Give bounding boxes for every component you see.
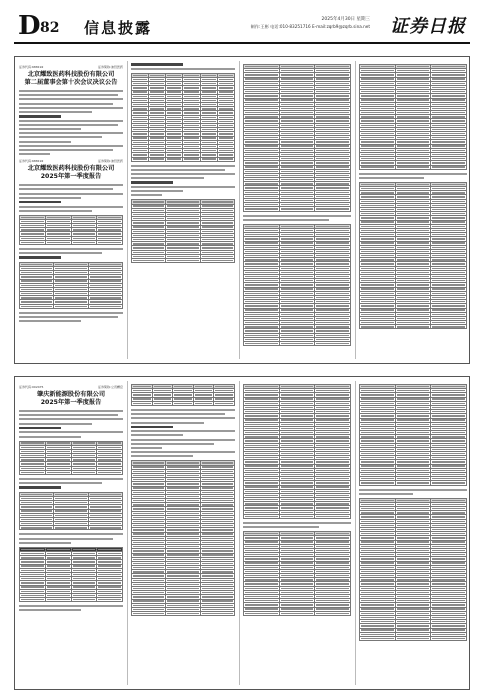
financial-table: [359, 182, 467, 330]
financial-table: [359, 498, 467, 641]
top-column-1: [19, 61, 123, 359]
top-column-3: [243, 61, 351, 359]
financial-table: [131, 384, 235, 406]
notice-code-right: 证券简称:迪哲医药: [97, 65, 123, 69]
financial-table: [19, 492, 123, 531]
notice-header: [19, 385, 123, 407]
notice-body: [19, 184, 123, 212]
masthead: [14, 12, 470, 40]
bottom-announcement-panel: [14, 376, 470, 690]
financial-table: [19, 441, 123, 476]
financial-table: [359, 384, 467, 486]
page-number: 82: [40, 20, 60, 36]
financial-table: [19, 262, 123, 309]
notice-header: [19, 159, 123, 181]
financial-table: [131, 199, 235, 263]
income-statement-table: [243, 224, 351, 346]
bottom-column-3: [243, 381, 351, 685]
balance-sheet-table: [243, 64, 351, 212]
paper-logo: 证券日报: [390, 16, 466, 37]
balance-sheet-table: [131, 460, 235, 616]
notice-title: 2025年第一季度报告: [40, 399, 102, 406]
notice-title: 2025年第一季度报告: [40, 173, 102, 181]
top-column-4: [359, 61, 467, 359]
cash-flow-table: [359, 64, 467, 170]
page-letter: D: [18, 11, 41, 41]
financial-table: [19, 215, 123, 245]
top-announcement-panel: [14, 56, 470, 364]
top-column-2: [131, 61, 235, 359]
notice-code-left: 证券代码:002475: [19, 385, 44, 389]
notice-code-right: 证券简称:迪哲医药: [97, 159, 123, 164]
notice-header: [19, 65, 123, 87]
financial-table: [131, 73, 235, 162]
shareholder-table: [19, 547, 123, 602]
notice-code-left: 证券代码:688192: [19, 65, 44, 69]
bottom-column-4: [359, 381, 467, 685]
contact-line: 制作:王彬 电话:010-83251716 E-mail:zqrb9@zqrb.sina.net: [250, 24, 370, 29]
header-rule: [14, 42, 470, 44]
notice-company: 肇庆新能源股份有限公司: [36, 391, 106, 398]
notice-code-right: 证券简称:立讯精密: [97, 385, 123, 389]
section-title: 信息披露: [84, 19, 153, 37]
income-statement-table: [243, 384, 351, 519]
notice-company: 北京耀致医药科技股份有限公司: [27, 165, 115, 173]
notice-title: 第二届董事会第十次会议决议公告: [24, 79, 118, 86]
bottom-column-1: [19, 381, 123, 685]
cash-flow-table: [243, 531, 351, 616]
notice-company: 北京耀致医药科技股份有限公司: [27, 71, 115, 78]
bottom-column-2: [131, 381, 235, 685]
date-line: 2025年4月30日 星期三: [321, 17, 370, 22]
notice-body: [19, 410, 123, 438]
notice-code-left: 证券代码:688192: [19, 159, 44, 164]
notice-body: [19, 90, 123, 155]
